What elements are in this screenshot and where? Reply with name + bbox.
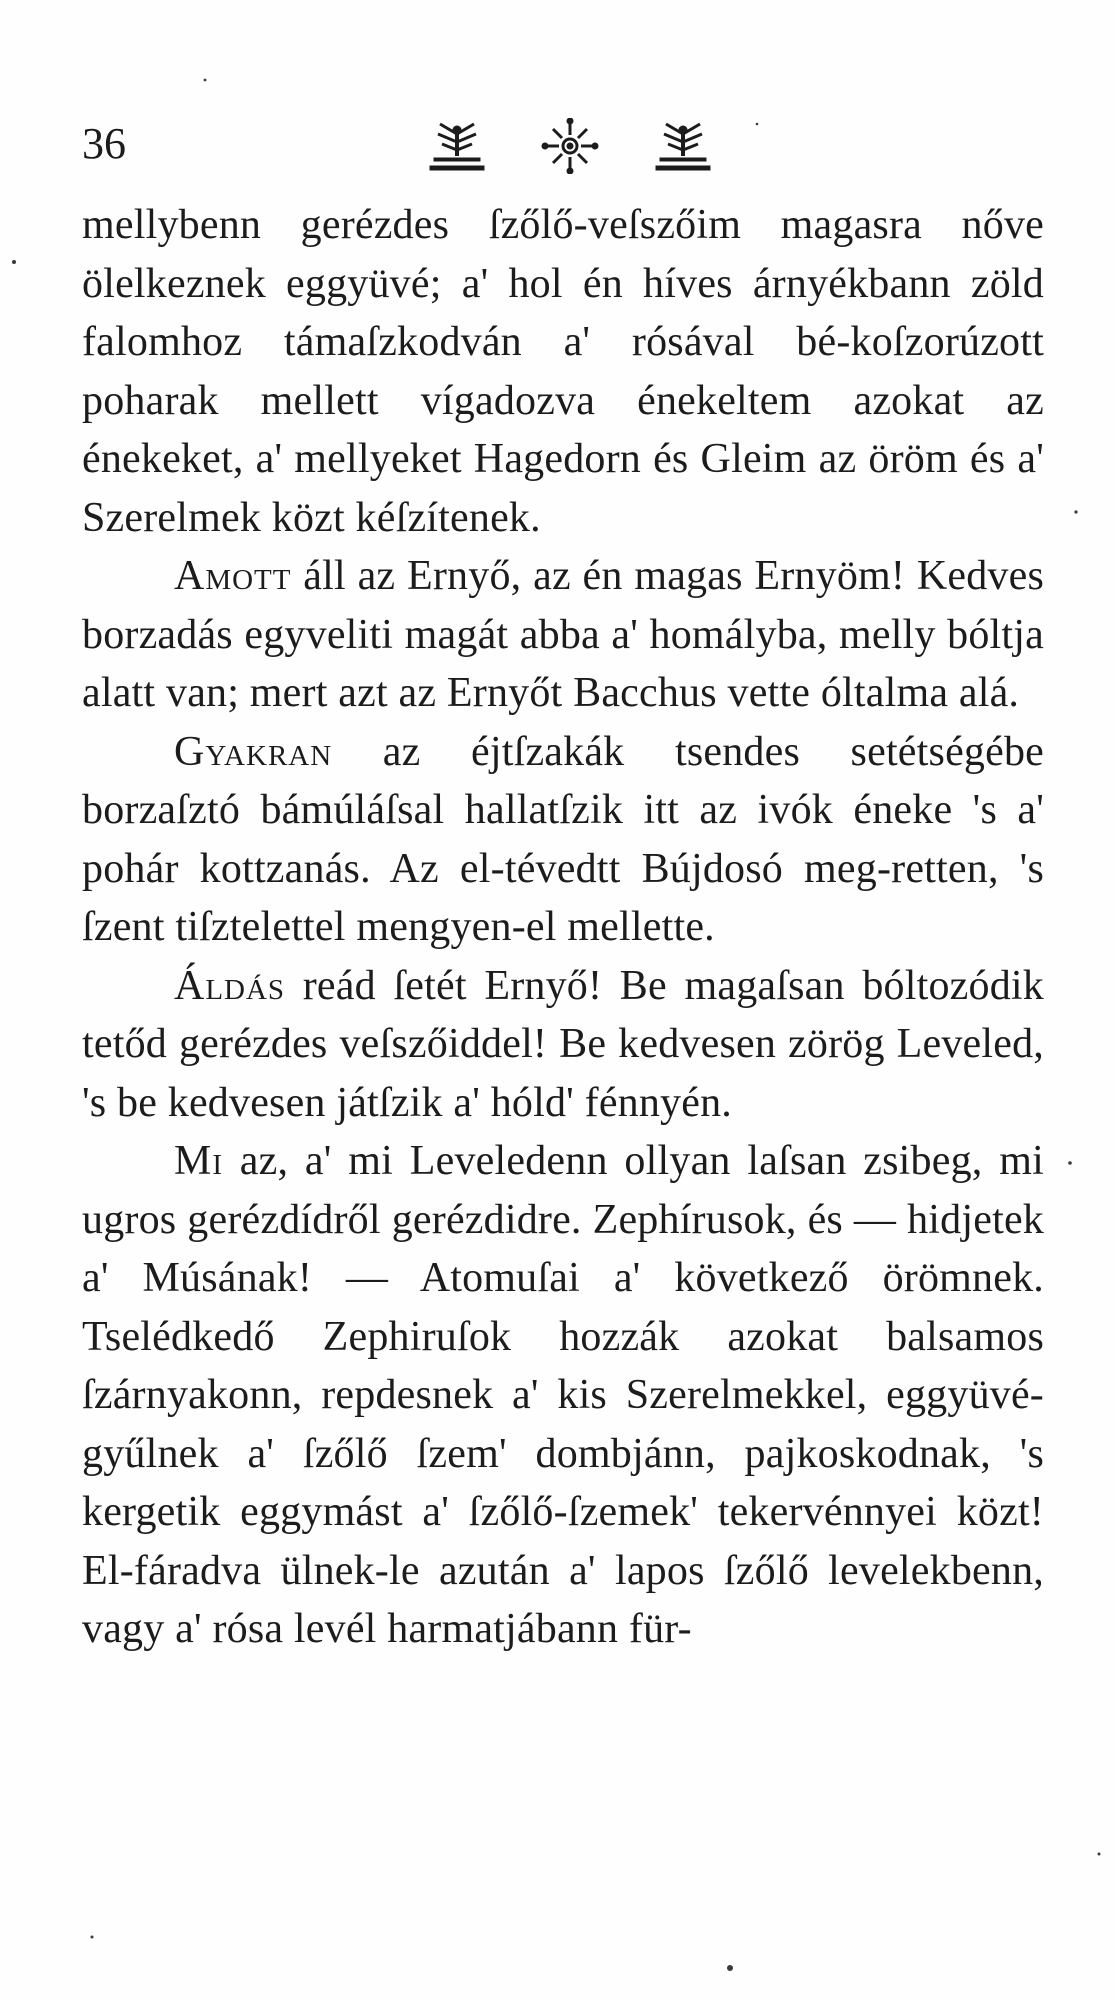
page-header <box>82 118 1042 178</box>
paragraph-text: mellybenn gerézdes ſzőlő-veſszőim magasra nőve ölelkeznek eggyüvé; a' hol én híves árnyékbann zöld falomhoz támaſzkodván a' rósával bé-koſzorúzott poharak mellett vígadozva énekeltem azokat az énekeket, a' mellyeket Hagedorn és Gleim az öröm és a' Szerelmek közt kéſzítenek. <box>82 202 1044 541</box>
paragraph-text: áll az Ernyő, az én magas Ernyöm! Kedves borzadás egyveliti magát abba a' homályba, melly bóltja alatt van; mert azt az Ernyőt Bacchus vette óltalma alá. <box>82 553 1044 716</box>
paragraph <box>82 1132 1044 1659</box>
paragraph-lead: Gyakran <box>174 728 333 775</box>
paragraph-lead: Amott <box>174 553 292 599</box>
paragraph-lead: Áldás <box>174 962 286 1009</box>
paragraph-lead: Mi <box>174 1138 224 1184</box>
paragraph-text: az éjtſzakák tsendes setétségébe borzaſztó bámúláſsal hallatſzik itt az ivók éneke 's a' pohár kottzanás. Az el-tévedtt Bújdosó meg-retten, 's ſzent tiſztelettel mengyen-el mellette. <box>82 728 1044 950</box>
paragraph <box>82 723 1044 957</box>
paragraph <box>82 196 1044 547</box>
page-body <box>82 196 1044 1659</box>
paragraph <box>82 957 1044 1133</box>
floral-ornament-icon <box>425 118 715 174</box>
paragraph-text: reád ſetét Ernyő! Be magaſsan bóltozódik tetőd gerézdes veſszőiddel! Be kedvesen zörög Leveled, 's be kedvesen játſzik a' hóld' fénnyén. <box>82 962 1044 1126</box>
page-number: 36 <box>82 119 126 168</box>
paragraph <box>82 547 1044 723</box>
paragraph-text: az, a' mi Leveledenn ollyan laſsan zsibeg, mi ugros gerézdídről gerézdidre. Zephírusok, és — hidjetek a' Músának! — Atomuſai a' következő örömnek. Tselédkedő Zephiruſok hozzák azokat balsamos ſzárnyakonn, repdesnek a' kis Szerelmekkel, eggyüvé-gyűlnek a' ſzőlő ſzem' dombjánn, pajkoskodnak, 's kergetik eggymást a' ſzőlő-ſzemek' tekervénnyei közt! El-fáradva ülnek-le azután a' lapos ſzőlő levelekbenn, vagy a' rósa levél harmatjábann für- <box>82 1138 1044 1652</box>
